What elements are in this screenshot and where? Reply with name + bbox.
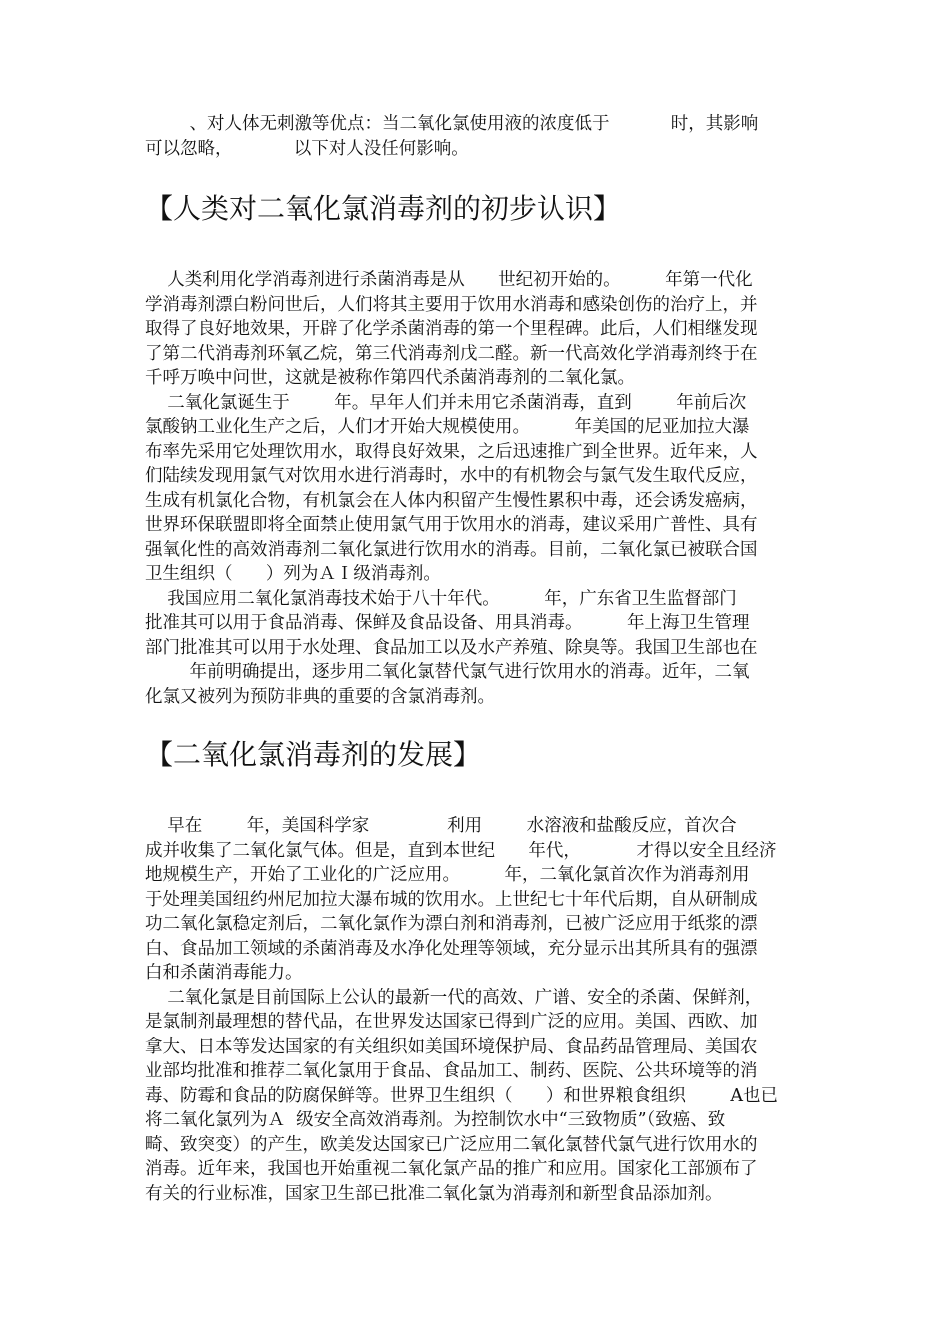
intro-paragraph — [145, 112, 810, 161]
paragraph — [145, 814, 810, 986]
text-line: 年前明确提出，逐步用二氧化氯替代氯气进行饮用水的消毒。近年，二氧 — [145, 662, 750, 682]
text-line: 生成有机氯化合物，有机氯会在人体内积留产生慢性累积中毒，还会诱发癌病， — [145, 490, 758, 511]
paragraph — [145, 391, 810, 587]
text-line: 毒、防霉和食品的防腐保鲜等。世界卫生组织（ ）和世界粮食组织 A也已 — [145, 1085, 779, 1106]
paragraph — [145, 587, 810, 710]
paragraph — [145, 268, 810, 391]
text-line: 部门批准其可以用于水处理、食品加工以及水产养殖、除臭等。我国卫生部也在 — [145, 637, 758, 658]
text-line: 畸、致突变）的产生，欧美发达国家已广泛应用二氧化氯替代氯气进行饮用水的 — [145, 1134, 758, 1155]
text-line: 卫生组织（ ）列为ＡＩ级消毒剂。 — [145, 564, 441, 584]
text-line: 消毒。近年来，我国也开始重视二氧化氯产品的推广和应用。国家化工部颁布了 — [145, 1159, 758, 1179]
text-line: 了第二代消毒剂环氧乙烷，第三代消毒剂戊二醛。新一代高效化学消毒剂终于在 — [145, 343, 758, 364]
section-initial-understanding — [145, 268, 810, 709]
text-line: 白和杀菌消毒能力。 — [145, 963, 303, 983]
section-heading-initial-understanding: 【人类对二氧化氯消毒剂的初步认识】 — [145, 192, 622, 225]
text-line: 化氯又被列为预防非典的重要的含氯消毒剂。 — [145, 686, 495, 707]
text-line: 可以忽略， 以下对人没任何影响。 — [145, 138, 469, 159]
text-line: 将二氧化氯列为Ａ 级安全高效消毒剂。为控制饮水中“三致物质”（致癌、致 — [145, 1110, 726, 1130]
text-line: 氯酸钠工业化生产之后，人们才开始大规模使用。 年美国的尼亚加拉大瀑 — [145, 417, 750, 437]
text-line: 学消毒剂漂白粉问世后，人们将其主要用于饮用水消毒和感染创伤的治疗上，并 — [145, 294, 758, 315]
text-line: 是氯制剂最理想的替代品，在世界发达国家已得到广泛的应用。美国、西欧、加 — [145, 1012, 758, 1032]
text-line: 有关的行业标准，国家卫生部已批准二氧化氯为消毒剂和新型食品添加剂。 — [145, 1183, 723, 1204]
text-line: 批准其可以用于食品消毒、保鲜及食品设备、用具消毒。 年上海卫生管理 — [145, 613, 750, 633]
text-line: 地规模生产，开始了工业化的广泛应用。 年，二氧化氯首次作为消毒剂用 — [145, 865, 750, 885]
section-heading-development: 【二氧化氯消毒剂的发展】 — [145, 738, 482, 771]
text-line: 早在 年，美国科学家 利用 水溶液和盐酸反应，首次合 — [145, 816, 737, 836]
text-line: 取得了良好地效果，开辟了化学杀菌消毒的第一个里程碑。此后，人们相继发现 — [145, 319, 758, 339]
paragraph — [145, 986, 810, 1207]
text-line: 们陆续发现用氯气对饮用水进行消毒时，水中的有机物会与氯气发生取代反应， — [145, 466, 758, 486]
text-line: 人类利用化学消毒剂进行杀菌消毒是从 世纪初开始的。 年第一代化 — [145, 270, 753, 290]
text-line: 二氧化氯诞生于 年。早年人们并未用它杀菌消毒，直到 年前后次 — [145, 392, 747, 413]
text-line: 成并收集了二氧化氯气体。但是，直到本世纪 年代， 才得以安全且经济 — [145, 840, 777, 861]
section-development — [145, 814, 810, 1206]
text-line: 千呼万唤中问世，这就是被称作第四代杀菌消毒剂的二氧化氯。 — [145, 368, 635, 388]
text-line: 于处理美国纽约州尼加拉大瀑布城的饮用水。上世纪七十年代后期，自从研制成 — [145, 889, 758, 910]
text-line: 白、食品加工领域的杀菌消毒及水净化处理等领域，充分显示出其所具有的强漂 — [145, 938, 758, 959]
text-line: 布率先采用它处理饮用水，取得良好效果，之后迅速推广到全世界。近年来，人 — [145, 441, 758, 462]
text-line: 世界环保联盟即将全面禁止使用氯气用于饮用水的消毒，建议采用广普性、具有 — [145, 515, 758, 535]
text-line: 二氧化氯是目前国际上公认的最新一代的高效、广谱、安全的杀菌、保鲜剂， — [145, 987, 763, 1008]
text-line: 拿大、日本等发达国家的有关组织如美国环境保护局、食品药品管理局、美国农 — [145, 1036, 758, 1057]
text-line: 业部均批准和推荐二氧化氯用于食品、食品加工、制药、医院、公共环境等的消 — [145, 1061, 758, 1081]
text-line: 、对人体无刺激等优点：当二氧化氯使用液的浓度低于 时，其影响 — [145, 114, 759, 134]
text-line: 强氧化性的高效消毒剂二氧化氯进行饮用水的消毒。目前，二氧化氯已被联合国 — [145, 539, 758, 560]
text-line: 我国应用二氧化氯消毒技术始于八十年代。 年，广东省卫生监督部门 — [145, 588, 737, 609]
text-line: 功二氧化氯稳定剂后，二氧化氯作为漂白剂和消毒剂，已被广泛应用于纸浆的漂 — [145, 914, 758, 934]
document-page — [145, 112, 810, 1206]
